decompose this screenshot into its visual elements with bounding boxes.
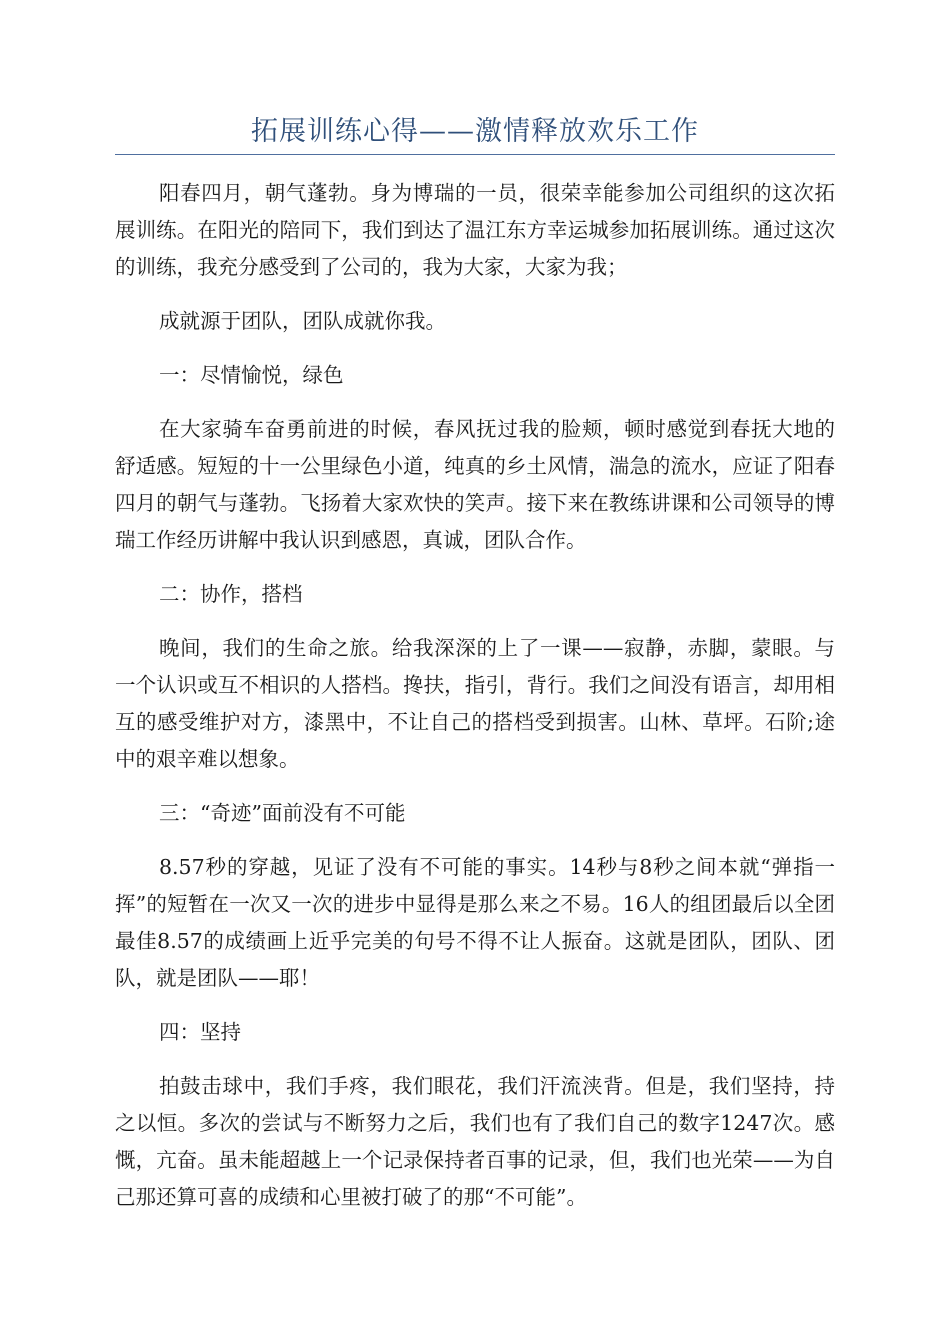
title-underline (115, 154, 835, 155)
section-heading-3: 三：“奇迹”面前没有不可能 (159, 801, 406, 825)
paragraph-intro: 阳春四月，朝气蓬勃。身为博瑞的一员，很荣幸能参加公司组织的这次拓展训练。在阳光的陪同下，我们到达了温江东方幸运城参加拓展训练。通过这次的训练，我充分感受到了公司的，我为大家，大家为我； (115, 181, 835, 279)
section-heading-2: 二：协作，搭档 (159, 582, 303, 606)
paragraph-section-1: 在大家骑车奋勇前进的时候，春风抚过我的脸颊，顿时感觉到春抚大地的舒适感。短短的十一公里绿色小道，纯真的乡土风情，湍急的流水，应证了阳春四月的朝气与蓬勃。飞扬着大家欢快的笑声。接下来在教练讲课和公司领导的博瑞工作经历讲解中我认识到感恩，真诚，团队合作。 (115, 417, 835, 552)
paragraph-section-3: 8.57秒的穿越，见证了没有不可能的事实。14秒与8秒之间本就“弹指一挥”的短暂在一次又一次的进步中显得是那么来之不易。16人的组团最后以全团最佳8.57的成绩画上近乎完美的句号不得不让人振奋。这就是团队，团队、团队，就是团队——耶！ (115, 855, 835, 990)
section-heading-1: 一：尽情愉悦，绿色 (159, 363, 344, 387)
document-body (115, 175, 835, 1233)
paragraph-section-2: 晚间，我们的生命之旅。给我深深的上了一课——寂静，赤脚，蒙眼。与一个认识或互不相识的人搭档。搀扶，指引，背行。我们之间没有语言，却用相互的感受维护对方，漆黑中，不让自己的搭档受到损害。山林、草坪。石阶;途中的艰辛难以想象。 (115, 636, 835, 771)
paragraph-motto: 成就源于团队，团队成就你我。 (159, 309, 446, 333)
paragraph-section-4: 拍鼓击球中，我们手疼，我们眼花，我们汗流浃背。但是，我们坚持，持之以恒。多次的尝试与不断努力之后，我们也有了我们自己的数字1247次。感慨，亢奋。虽未能超越上一个记录保持者百事的记录，但，我们也光荣——为自己那还算可喜的成绩和心里被打破了的那“不可能”。 (115, 1074, 835, 1209)
section-heading-4: 四：坚持 (159, 1020, 241, 1044)
document-title: 拓展训练心得——激情释放欢乐工作 (251, 116, 699, 147)
